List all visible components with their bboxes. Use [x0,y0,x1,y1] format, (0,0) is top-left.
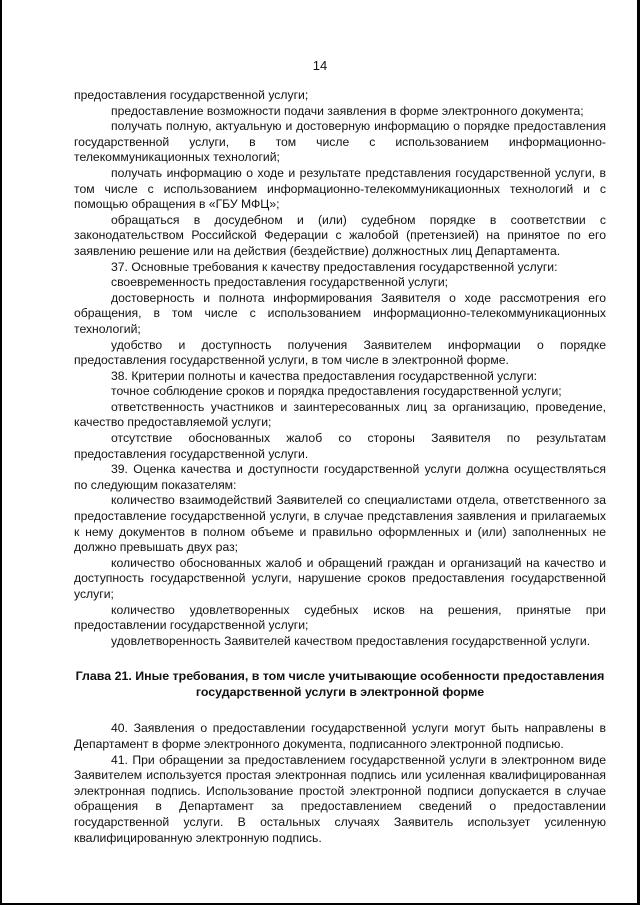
paragraph: предоставления государственной услуги; [74,88,309,102]
paragraph: количество удовлетворенных судебных исков на решения, принятые при предоставлении государственной услуги; [74,602,606,633]
paragraph: 38. Критерии полноты и качества предоставления государственной услуги: [111,368,538,383]
paragraph: получать полную, актуальную и достоверную информацию о порядке предоставления государственной услуги, в том числе с использованием информационно-телекоммуникационных технологий; [74,119,606,165]
paragraph: удовлетворенность Заявителей качеством предоставления государственной услуги. [111,633,591,648]
page-number: 14 [312,58,328,73]
paragraph: удобство и доступность получения Заявителем информации о порядке предоставления государственной услуги, в том числе в электронной форме. [74,337,606,368]
paragraph: точное соблюдение сроков и порядка предоставления государственной услуги; [111,384,562,399]
paragraph: своевременность предоставления государственной услуги; [111,275,449,290]
paragraph: количество обоснованных жалоб и обращений граждан и организаций на качество и доступность государственной услуги, нарушение сроков предоставления государственной услуги; [74,555,606,601]
scan-edge-left [0,0,2,905]
paragraph: предоставление возможности подачи заявления в форме электронного документа; [111,103,584,118]
paragraph: ответственность участников и заинтересованных лиц за организацию, проведение, качество предоставляемой услуги; [74,399,606,430]
paragraph: количество взаимодействий Заявителей со специалистами отдела, ответственного за предоставление государственной услуги, в случае представления заявления и прилагаемых к нему документов в полном объеме и правильно оформленных и (или) заполненных не должно превышать двух раз; [74,493,606,555]
paragraph: обращаться в досудебном и (или) судебном порядке в соответствии с законодательством Российской Федерации с жалобой (претензией) на принятое по его заявлению решение или на действия (бездействие) должностных лиц Департамента. [74,212,606,258]
paragraph: 37. Основные требования к качеству предоставления государственной услуги: [111,259,558,274]
paragraph: отсутствие обоснованных жалоб со стороны Заявителя по результатам предоставления государственной услуги. [74,431,606,461]
paragraph: 40. Заявления о предоставлении государственной услуги могут быть направлены в Департамент в форме электронного документа, подписанного электронной подписью. [74,721,606,751]
paragraph: достоверность и полнота информирования Заявителя о ходе рассмотрения его обращения, в том числе с использованием информационно-телекоммуникационных технологий; [74,290,606,336]
paragraph: 41. При обращении за предоставлением государственной услуги в электронном виде Заявителем используется простая электронная подпись или усиленная квалифицированная электронная подпись. Использование простой электронной подписи допускается в случае обращения в Департамент за предоставлением сведений о предоставлении государственной услуги. В остальных случаях Заявитель использует усиленную квалифицированную электронную подпись. [74,752,606,845]
paragraph: получать информацию о ходе и результате представления государственной услуги, в том числе с использованием информационно-телекоммуникационных технологий и с помощью обращения в «ГБУ МФЦ»; [74,165,606,212]
document-body [74,88,606,846]
chapter-heading: Глава 21. Иные требования, в том числе учитывающие особенности предоставления государственной услуги в электронной форме [75,669,605,700]
paragraph: 39. Оценка качества и доступности государственной услуги должна осуществляться по следующим показателям: [74,462,606,492]
